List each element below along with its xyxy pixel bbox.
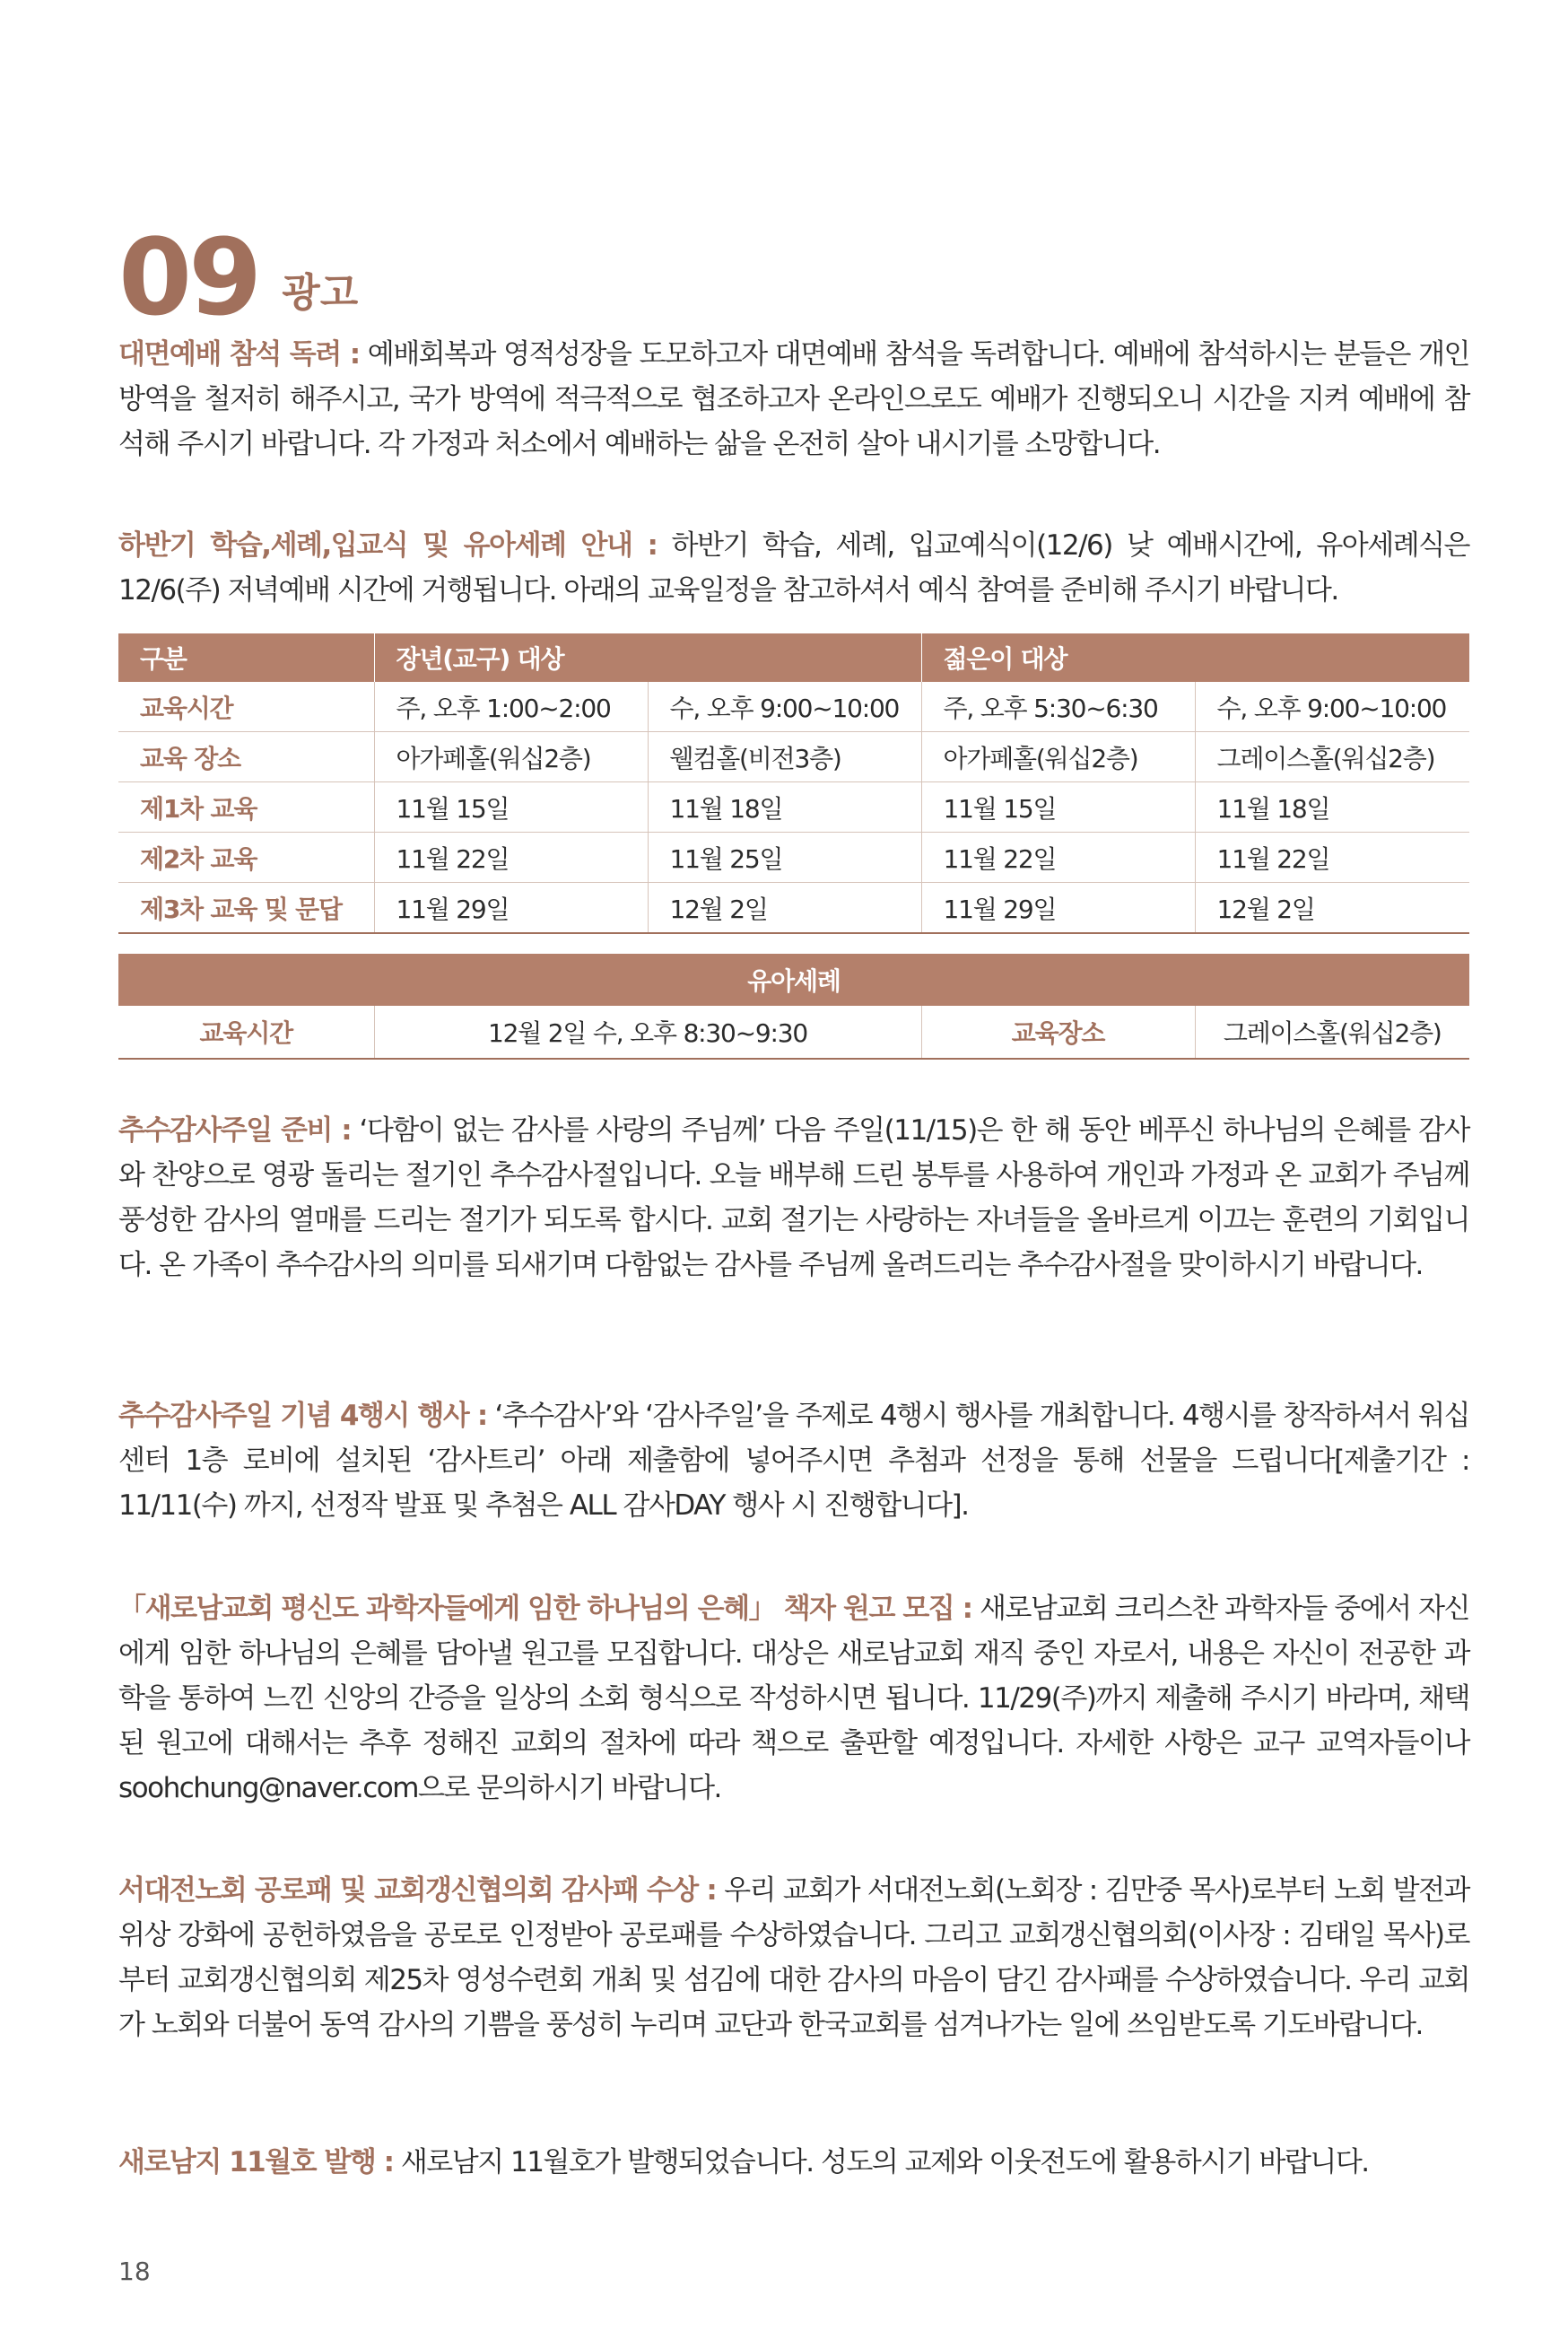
notice-title: 대면예배 참석 독려 : <box>118 338 360 371</box>
table-header-row <box>118 633 1469 682</box>
row-label: 교육장소 <box>921 1006 1195 1059</box>
table-header: 유아세례 <box>118 954 1469 1006</box>
notice-7 <box>118 2140 1469 2185</box>
notice-title: 새로남지 11월호 발행 : <box>118 2146 394 2178</box>
table-cell: 12월 2일 수, 오후 8:30~9:30 <box>374 1006 921 1059</box>
table-cell: 그레이스홀(워십2층) <box>1195 732 1469 782</box>
row-label: 제3차 교육 및 문답 <box>118 883 374 934</box>
table-row <box>118 883 1469 934</box>
table-header: 장년(교구) 대상 <box>374 633 921 682</box>
table-header: 젊은이 대상 <box>921 633 1469 682</box>
notice-3 <box>118 1108 1469 1288</box>
table-header-row <box>118 954 1469 1006</box>
page-number: 18 <box>118 2257 151 2286</box>
table-cell: 11월 15일 <box>374 782 648 833</box>
notice-body: 하반기 학습, 세례, 입교예식이(12/6) 낮 예배시간에, 유아세례식은 12/6(주) 저녁예배 시간에 거행됩니다. 아래의 교육일정을 참고하셔서 예식 참여를 준비해 주시기 바랍니다. <box>118 529 1469 607</box>
notice-1 <box>118 332 1469 467</box>
table-cell: 수, 오후 9:00~10:00 <box>648 682 921 732</box>
row-label: 교육시간 <box>118 682 374 732</box>
table-header: 구분 <box>118 633 374 682</box>
notice-body: 새로남지 11월호가 발행되었습니다. 성도의 교제와 이웃전도에 활용하시기 바랍니다. <box>393 2146 1369 2178</box>
education-schedule-table <box>118 633 1469 934</box>
notice-title: 추수감사주일 준비 : <box>118 1114 352 1147</box>
table-cell: 웰컴홀(비전3층) <box>648 732 921 782</box>
notice-5 <box>118 1586 1469 1811</box>
table-row <box>118 833 1469 883</box>
table-cell: 11월 18일 <box>648 782 921 833</box>
table-cell: 12월 2일 <box>1195 883 1469 934</box>
table-cell: 아가페홀(워십2층) <box>374 732 648 782</box>
table-cell: 아가페홀(워십2층) <box>921 732 1195 782</box>
section-number: 09 <box>118 215 259 339</box>
table-cell: 수, 오후 9:00~10:00 <box>1195 682 1469 732</box>
table-cell: 11월 29일 <box>921 883 1195 934</box>
row-label: 교육시간 <box>118 1006 374 1059</box>
table-cell: 11월 15일 <box>921 782 1195 833</box>
table-cell: 11월 22일 <box>374 833 648 883</box>
notice-2 <box>118 523 1469 613</box>
section-header <box>118 215 359 339</box>
table-row <box>118 782 1469 833</box>
table-cell: 11월 22일 <box>921 833 1195 883</box>
table-cell: 그레이스홀(워십2층) <box>1195 1006 1469 1059</box>
notice-body: ‘추수감사’와 ‘감사주일’을 주제로 4행시 행사를 개최합니다. 4행시를 창작하셔서 워십센터 1층 로비에 설치된 ‘감사트리’ 아래 제출함에 넣어주시면 추첨과 선정을 통해 선물을 드립니다[제출기간 : 11/11(수) 까지, 선정작 발표 및 추첨은 ALL 감사DAY 행사 시 진행합니다]. <box>118 1400 1469 1522</box>
notice-title: 하반기 학습,세례,입교식 및 유아세례 안내 : <box>118 529 658 562</box>
table-cell: 11월 22일 <box>1195 833 1469 883</box>
row-label: 제1차 교육 <box>118 782 374 833</box>
table-cell: 11월 29일 <box>374 883 648 934</box>
table-cell: 주, 오후 1:00~2:00 <box>374 682 648 732</box>
notice-6 <box>118 1868 1469 2047</box>
notice-body: 새로남교회 크리스찬 과학자들 중에서 자신에게 임한 하나님의 은혜를 담아낼 원고를 모집합니다. 대상은 새로남교회 재직 중인 자로서, 내용은 자신이 전공한 과학을 통하여 느낀 신앙의 간증을 일상의 소회 형식으로 작성하시면 됩니다. 11/29(주)까지 제출해 주시기 바라며, 채택된 원고에 대해서는 추후 정해진 교회의 절차에 따라 책으로 출판할 예정입니다. 자세한 사항은 교구 교역자들이나 soohchung@naver.com으로 문의하시기 바랍니다. <box>118 1593 1470 1804</box>
table-cell: 11월 18일 <box>1195 782 1469 833</box>
table-cell: 주, 오후 5:30~6:30 <box>921 682 1195 732</box>
notice-body: ‘다함이 없는 감사를 사랑의 주님께’ 다음 주일(11/15)은 한 해 동안 베푸신 하나님의 은혜를 감사와 찬양으로 영광 돌리는 절기인 추수감사절입니다. 오늘 배부해 드린 봉투를 사용하여 개인과 가정과 온 교회가 주님께 풍성한 감사의 열매를 드리는 절기가 되도록 합시다. 교회 절기는 사랑하는 자녀들을 올바르게 이끄는 훈련의 기회입니다. 온 가족이 추수감사의 의미를 되새기며 다함없는 감사를 주님께 올려드리는 추수감사절을 맞이하시기 바랍니다. <box>118 1114 1469 1281</box>
row-label: 교육 장소 <box>118 732 374 782</box>
table-cell: 12월 2일 <box>648 883 921 934</box>
table-row <box>118 732 1469 782</box>
table-cell: 11월 25일 <box>648 833 921 883</box>
section-title: 광고 <box>282 270 359 316</box>
row-label: 제2차 교육 <box>118 833 374 883</box>
infant-baptism-table <box>118 954 1469 1060</box>
table-row <box>118 682 1469 732</box>
table-row <box>118 1006 1469 1059</box>
notice-title: 서대전노회 공로패 및 교회갱신협의회 감사패 수상 : <box>118 1874 717 1907</box>
notice-body: 예배회복과 영적성장을 도모하고자 대면예배 참석을 독려합니다. 예배에 참석하시는 분들은 개인 방역을 철저히 해주시고, 국가 방역에 적극적으로 협조하고자 온라인으로도 예배가 진행되오니 시간을 지켜 예배에 참석해 주시기 바랍니다. 각 가정과 처소에서 예배하는 삶을 온전히 살아 내시기를 소망합니다. <box>118 338 1470 460</box>
notice-title: 「새로남교회 평신도 과학자들에게 임한 하나님의 은혜」 책자 원고 모집 : <box>118 1593 972 1625</box>
notice-title: 추수감사주일 기념 4행시 행사 : <box>118 1400 487 1432</box>
notice-4 <box>118 1393 1469 1528</box>
notice-body: 우리 교회가 서대전노회(노회장 : 김만중 목사)로부터 노회 발전과 위상 강화에 공헌하였음을 공로로 인정받아 공로패를 수상하였습니다. 그리고 교회갱신협의회(이사장 : 김태일 목사)로부터 교회갱신협의회 제25차 영성수련회 개최 및 섬김에 대한 감사의 마음이 담긴 감사패를 수상하였습니다. 우리 교회가 노회와 더불어 동역 감사의 기쁨을 풍성히 누리며 교단과 한국교회를 섬겨나가는 일에 쓰임받도록 기도바랍니다. <box>118 1874 1469 2041</box>
